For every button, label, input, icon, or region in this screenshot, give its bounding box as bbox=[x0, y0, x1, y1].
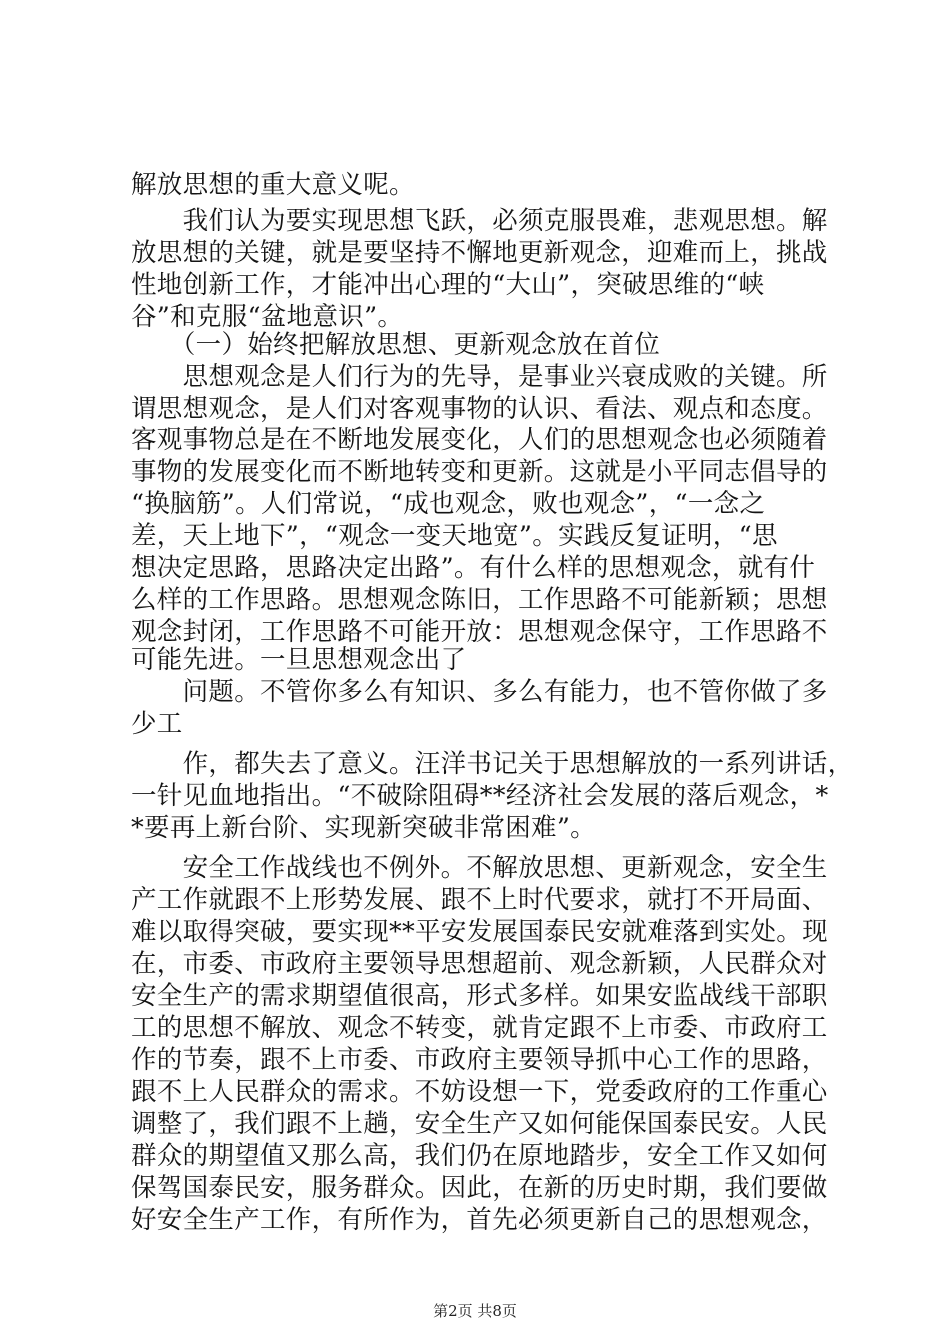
text-line: “换脑筋”。人们常说，“成也观念，败也观念”，“一念之 bbox=[131, 489, 766, 519]
text-line: 好安全生产工作，有所作为，首先必须更新自己的思想观念， bbox=[131, 1205, 828, 1235]
text-line: 思想观念是人们行为的先导，是事业兴衰成败的关键。所 bbox=[131, 362, 828, 392]
text-line: 难以取得突破，要实现**平安发展国泰民安就难落到实处。现 bbox=[131, 917, 828, 947]
text-line: 一针见血地指出。“不破除阻碍**经济社会发展的落后观念，* bbox=[131, 781, 829, 811]
text-line: 么样的工作思路。思想观念陈旧，工作思路不可能新颖；思想 bbox=[131, 585, 828, 615]
text-line: 安全工作战线也不例外。不解放思想、更新观念，安全生 bbox=[131, 853, 828, 883]
page-number-footer: 第2页 共8页 bbox=[433, 1302, 517, 1320]
text-line: 产工作就跟不上形势发展、跟不上时代要求，就打不开局面、 bbox=[131, 885, 828, 915]
text-line: 可能先进。一旦思想观念出了 bbox=[131, 645, 467, 675]
text-line: 谓思想观念，是人们对客观事物的认识、看法、观点和态度。 bbox=[131, 394, 828, 424]
text-line: 差，天上地下”，“观念一变天地宽”。实践反复证明，“思 bbox=[131, 521, 778, 551]
text-line: 作，都失去了意义。汪洋书记关于思想解放的一系列讲话， bbox=[131, 749, 854, 779]
text-line: 观念封闭，工作思路不可能开放：思想观念保守，工作思路不 bbox=[131, 617, 828, 647]
text-line: 调整了，我们跟不上趟，安全生产又如何能保国泰民安。人民 bbox=[131, 1109, 828, 1139]
text-line: 少工 bbox=[131, 709, 183, 739]
text-line: 跟不上人民群众的需求。不妨设想一下，党委政府的工作重心 bbox=[131, 1077, 828, 1107]
text-line: 想决定思路，思路决定出路”。有什么样的思想观念，就有什 bbox=[131, 553, 816, 583]
text-line: 工的思想不解放、观念不转变，就肯定跟不上市委、市政府工 bbox=[131, 1013, 828, 1043]
text-line: 问题。不管你多么有知识、多么有能力，也不管你做了多 bbox=[131, 677, 828, 707]
text-line: 群众的期望值又那么高，我们仍在原地踏步，安全工作又如何 bbox=[131, 1141, 828, 1171]
text-line: 谷”和克服“盆地意识”。 bbox=[131, 302, 404, 332]
text-line: 事物的发展变化而不断地转变和更新。这就是小平同志倡导的 bbox=[131, 457, 828, 487]
text-line: 我们认为要实现思想飞跃，必须克服畏难，悲观思想。解 bbox=[131, 206, 828, 236]
text-line: 作的节奏，跟不上市委、市政府主要领导抓中心工作的思路， bbox=[131, 1045, 828, 1075]
text-line: 解放思想的重大意义呢。 bbox=[131, 170, 415, 200]
text-line: 保驾国泰民安，服务群众。因此，在新的历史时期，我们要做 bbox=[131, 1173, 828, 1203]
text-line: 客观事物总是在不断地发展变化，人们的思想观念也必须随着 bbox=[131, 425, 828, 455]
text-line: *要再上新台阶、实现新突破非常困难”。 bbox=[131, 813, 596, 843]
text-line: 放思想的关键，就是要坚持不懈地更新观念，迎难而上，挑战 bbox=[131, 238, 828, 268]
section-heading: （一）始终把解放思想、更新观念放在首位 bbox=[131, 330, 661, 360]
text-line: 性地创新工作，才能冲出心理的“大山”，突破思维的“峡 bbox=[131, 270, 765, 300]
text-line: 安全生产的需求期望值很高，形式多样。如果安监战线干部职 bbox=[131, 981, 828, 1011]
text-line: 在，市委、市政府主要领导思想超前、观念新颖，人民群众对 bbox=[131, 949, 828, 979]
